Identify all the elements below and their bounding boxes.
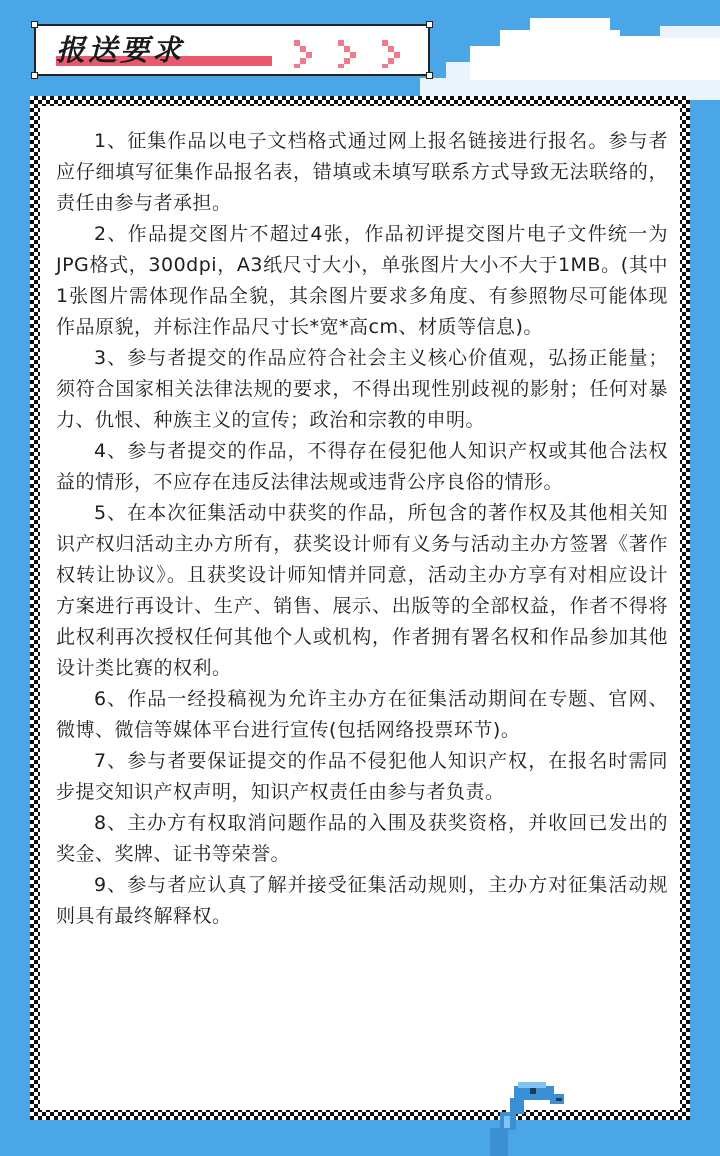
- rule-item-9: 9、参与者应认真了解并接受征集活动规则，主办方对征集活动规则具有最终解释权。: [56, 874, 668, 927]
- rule-item-4: 4、参与者提交的作品，不得存在侵犯他人知识产权或其他合法权益的情形，不应存在违反法律法规或违背公序良俗的情形。: [56, 440, 668, 493]
- rule-item-7: 7、参与者要保证提交的作品不侵犯他人知识产权，在报名时需同步提交知识产权声明，知识产权责任由参与者负责。: [56, 750, 668, 803]
- rules-list: [56, 126, 668, 932]
- rule-item-5: 5、在本次征集活动中获奖的作品，所包含的著作权及其他相关知识产权归活动主办方所有，获奖设计师有义务与活动主办方签署《著作权转让协议》。且获奖设计师知情并同意，活动主办方享有对相应设计方案进行再设计、生产、销售、展示、出版等的全部权益，作者不得将此权利再次授权任何其他个人或机构，作者拥有署名权和作品参加其他设计类比赛的权利。: [56, 502, 668, 679]
- pixel-dinosaur-icon: [470, 1072, 580, 1156]
- chevron-right-pixel-icon: [290, 36, 420, 68]
- rule-item-8: 8、主办方有权取消问题作品的入围及获奖资格，并收回已发出的奖金、奖牌、证书等荣誉。: [56, 812, 668, 865]
- rule-item-2: 2、作品提交图片不超过4张，作品初评提交图片电子文件统一为JPG格式，300dpi，A3纸尺寸大小，单张图片大小不大于1MB。(其中1张图片需体现作品全貌，其余图片要求多角度、有参照物尽可能体现作品原貌，并标注作品尺寸长*宽*高cm、材质等信息)。: [56, 223, 668, 338]
- rule-item-6: 6、作品一经投稿视为允许主办方在征集活动期间在专题、官网、微博、微信等媒体平台进行宣传(包括网络投票环节)。: [56, 688, 668, 741]
- rule-item-3: 3、参与者提交的作品应符合社会主义核心价值观，弘扬正能量；须符合国家相关法律法规的要求，不得出现性别歧视的影射；任何对暴力、仇恨、种族主义的宣传；政治和宗教的申明。: [56, 347, 668, 431]
- rule-item-1: 1、征集作品以电子文档格式通过网上报名链接进行报名。参与者应仔细填写征集作品报名表，错填或未填写联系方式导致无法联络的，责任由参与者承担。: [56, 130, 668, 214]
- page-title: 报送要求: [56, 33, 185, 67]
